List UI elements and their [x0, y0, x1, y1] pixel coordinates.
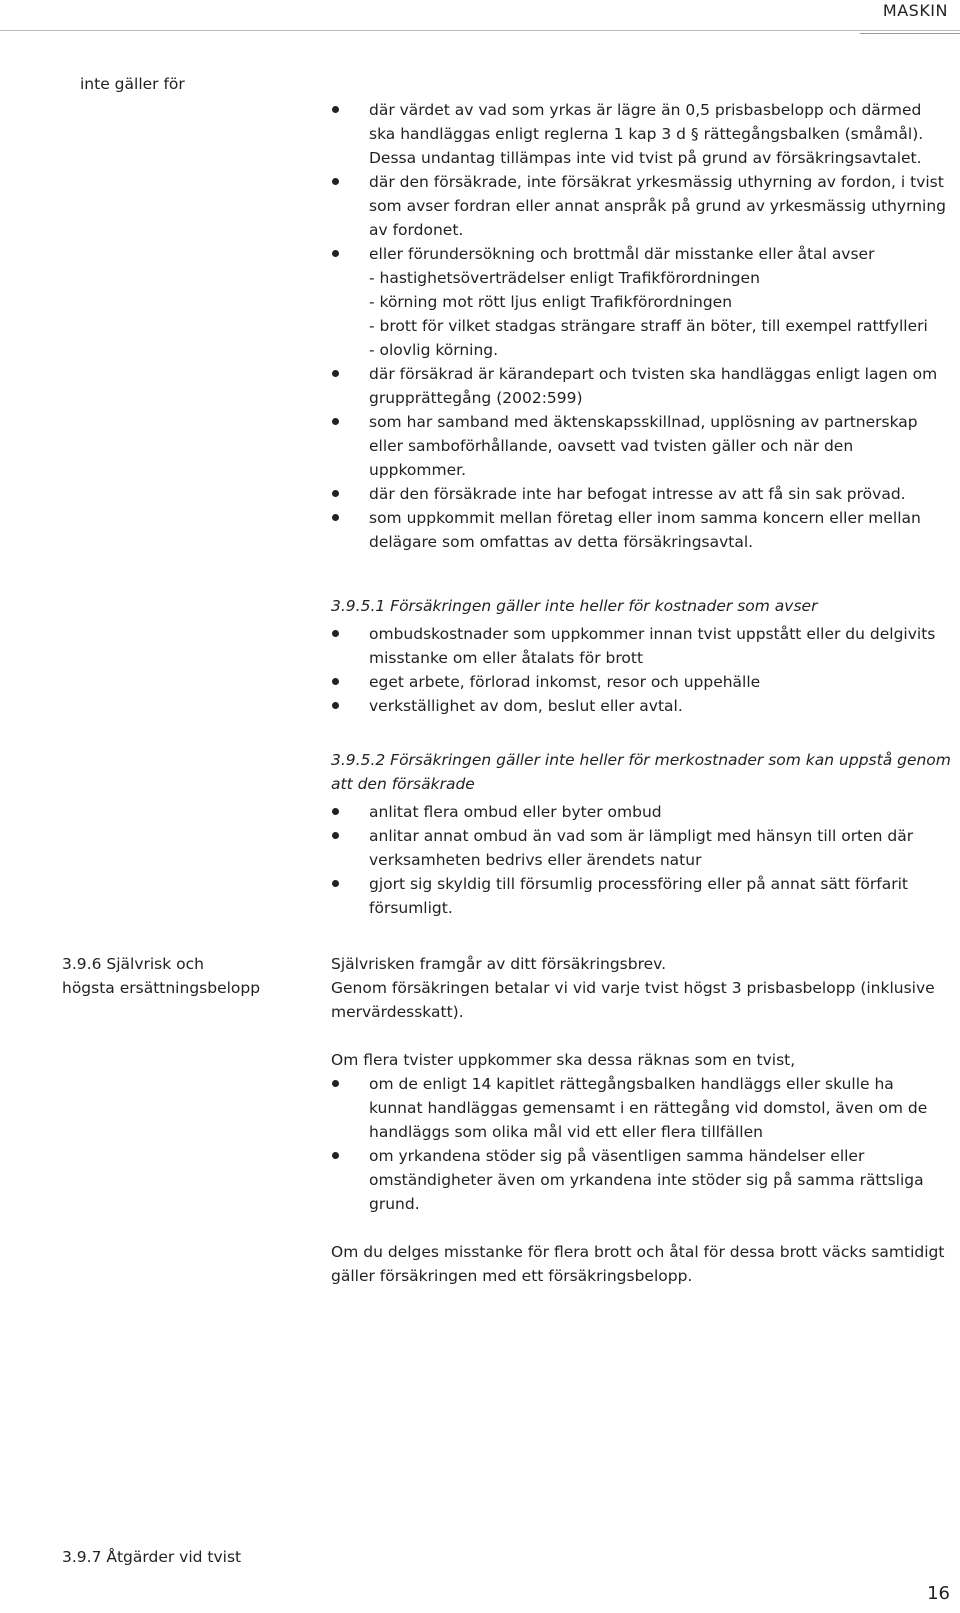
list-item: där försäkrad är kärandepart och tvisten ska handläggas enligt lagen om grupprättegång (2002:599) — [331, 362, 951, 410]
list-item: som uppkommit mellan företag eller inom samma koncern eller mellan delägare som omfattas av detta försäkringsavtal. — [331, 506, 951, 554]
header-divider — [0, 30, 960, 31]
section-exclusions — [331, 98, 951, 554]
page-number: 16 — [927, 1583, 950, 1604]
list-item: om de enligt 14 kapitlet rättegångsbalken handläggs eller skulle ha kunnat handläggas gemensamt i en rättegång vid domstol, även om de handläggs som olika mål vid ett eller flera tillfällen — [331, 1072, 951, 1144]
list-item: gjort sig skyldig till försumlig processföring eller på annat sätt förfarit försumligt. — [331, 872, 951, 920]
list-item: verkställighet av dom, beslut eller avtal. — [331, 694, 951, 718]
header-title: MASKIN — [860, 0, 960, 34]
section-label-3-9-7: 3.9.7 Åtgärder vid tvist — [62, 1548, 242, 1566]
list-item: anlitat flera ombud eller byter ombud — [331, 800, 951, 824]
exclusion-list — [331, 98, 951, 554]
list-item: som har samband med äktenskapsskillnad, upplösning av partnerskap eller samboförhållande, oavsett vad tvisten gäller och när den uppkommer. — [331, 410, 951, 482]
list-item: där den försäkrade, inte försäkrat yrkesmässig uthyrning av fordon, i tvist som avser fordran eller annat anspråk på grund av yrkesmässig uthyrning av fordonet. — [331, 170, 951, 242]
cost-exclusion-list — [331, 622, 951, 718]
list-item: där den försäkrade inte har befogat intresse av att få sin sak prövad. — [331, 482, 951, 506]
section-3-9-5-2 — [331, 748, 951, 920]
deductible-paragraph: Självrisken framgår av ditt försäkringsbrev. Genom försäkringen betalar vi vid varje tvist högst 3 prisbasbelopp (inklusive mervärdesskatt). — [331, 955, 935, 1021]
multiple-disputes-paragraph: Om flera tvister uppkommer ska dessa räknas som en tvist, — [331, 1051, 796, 1069]
list-item: om yrkandena stöder sig på väsentligen samma händelser eller omständigheter även om yrkandena inte stöder sig på samma rättsliga grund. — [331, 1144, 951, 1216]
section-heading: 3.9.5.1 Försäkringen gäller inte heller för kostnader som avser — [331, 597, 818, 615]
intro-label: inte gäller för — [80, 75, 185, 93]
section-heading: 3.9.5.2 Försäkringen gäller inte heller för merkostnader som kan uppstå genom att den försäkrade — [331, 751, 951, 793]
section-3-9-6 — [331, 952, 951, 1288]
list-item: eget arbete, förlorad inkomst, resor och uppehälle — [331, 670, 951, 694]
section-3-9-5-1 — [331, 594, 951, 718]
multiple-crimes-paragraph: Om du delges misstanke för flera brott och åtal för dessa brott väcks samtidigt gäller försäkringen med ett försäkringsbelopp. — [331, 1243, 945, 1285]
extra-cost-list — [331, 800, 951, 920]
list-item: eller förundersökning och brottmål där misstanke eller åtal avser - hastighetsöverträdelser enligt Trafikförordningen - körning mot rött ljus enligt Trafikförordningen - brott för vilket stadgas strängare straff än böter, till exempel rattfylleri - olovlig körning. — [331, 242, 951, 362]
section-label-3-9-6: 3.9.6 Självrisk och högsta ersättningsbelopp — [62, 955, 261, 997]
multiple-disputes-list — [331, 1072, 951, 1216]
list-item: anlitar annat ombud än vad som är lämpligt med hänsyn till orten där verksamheten bedrivs eller ärendets natur — [331, 824, 951, 872]
list-item: ombudskostnader som uppkommer innan tvist uppstått eller du delgivits misstanke om eller åtalats för brott — [331, 622, 951, 670]
list-item: där värdet av vad som yrkas är lägre än 0,5 prisbasbelopp och därmed ska handläggas enligt reglerna 1 kap 3 d § rättegångsbalken (småmål). Dessa undantag tillämpas inte vid tvist på grund av försäkringsavtalet. — [331, 98, 951, 170]
